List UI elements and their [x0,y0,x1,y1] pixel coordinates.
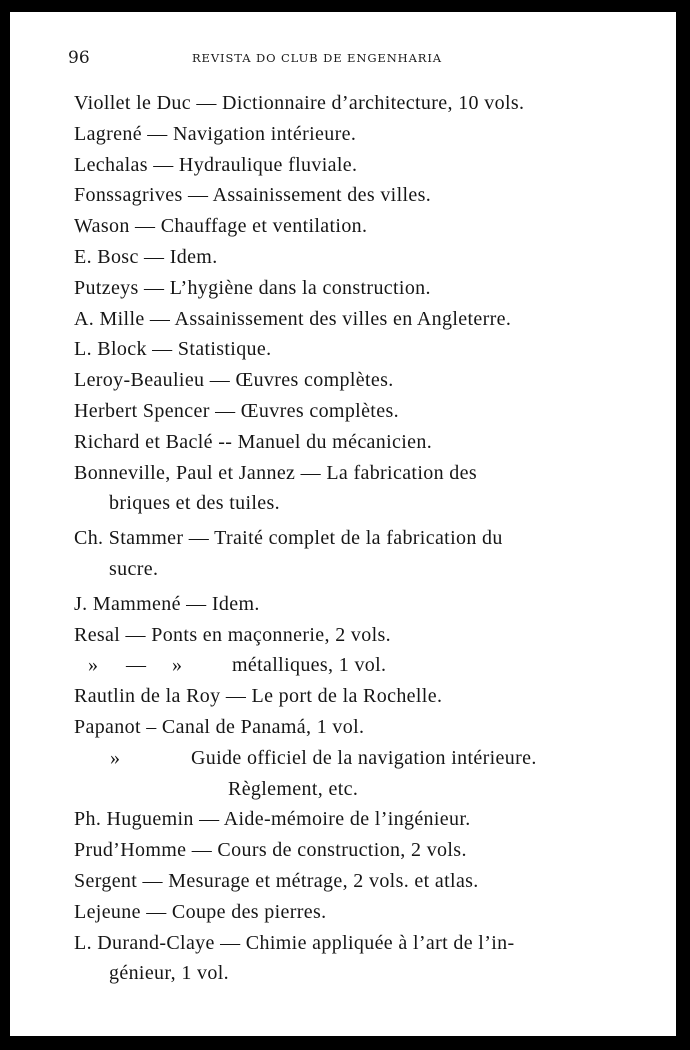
running-title: REVISTA DO CLUB DE ENGENHARIA [192,51,443,65]
ditto-mark: » [88,654,99,677]
list-item: Viollet le Duc — Dictionnaire d’architecture, 10 vols. [74,92,525,114]
bibliography-list [74,88,634,989]
list-item: Herbert Spencer — Œuvres complètes. [74,399,399,422]
list-item: Putzeys — L’hygiène dans la construction. [74,276,431,299]
book-page [10,12,676,1036]
list-item-continuation: génieur, 1 vol. [109,962,229,985]
list-item: E. Bosc — Idem. [74,245,218,268]
list-item: L. Block — Statistique. [74,338,272,361]
ditto-dash: — [126,654,147,677]
ditto-entry-text: métalliques, 1 vol. [232,654,387,677]
list-item: Bonneville, Paul et Jannez — La fabrication des [74,461,477,484]
list-item: Ph. Huguemin — Aide-mémoire de l’ingénieur. [74,808,471,831]
list-item: L. Durand-Claye — Chimie appliquée à l’art de l’in- [74,931,515,954]
list-item-continuation: Règlement, etc. [228,777,359,800]
list-item: Resal — Ponts en maçonnerie, 2 vols. [74,623,391,646]
ditto-mark: » [172,654,183,677]
list-item: Lagrené — Navigation intérieure. [74,122,357,145]
ditto-list-item [74,650,634,681]
ditto-mark: » [110,746,121,769]
list-item: Wason — Chauffage et ventilation. [74,215,368,238]
ditto-entry-text: Guide officiel de la navigation intérieure. [191,746,537,769]
list-item-continuation: briques et des tuiles. [109,492,281,515]
page-header [10,48,676,70]
ditto-list-item [74,743,634,774]
list-item-continuation: sucre. [109,557,159,580]
list-item: Ch. Stammer — Traité complet de la fabrication du [74,527,503,550]
list-item: Fonssagrives — Assainissement des villes. [74,184,432,207]
list-item: Richard et Baclé -- Manuel du mécanicien. [74,430,433,453]
page-number: 96 [68,48,90,68]
list-item: A. Mille — Assainissement des villes en Angleterre. [74,307,512,330]
list-item: Lejeune — Coupe des pierres. [74,900,327,923]
list-item: Sergent — Mesurage et métrage, 2 vols. et atlas. [74,869,479,892]
list-item: Leroy-Beaulieu — Œuvres complètes. [74,369,394,392]
list-item: Prud’Homme — Cours de construction, 2 vols. [74,839,467,862]
list-item: Rautlin de la Roy — Le port de la Rochelle. [74,685,443,708]
list-item: Lechalas — Hydraulique fluviale. [74,153,358,176]
list-item: Papanot – Canal de Panamá, 1 vol. [74,715,365,738]
list-item: J. Mammené — Idem. [74,592,260,615]
